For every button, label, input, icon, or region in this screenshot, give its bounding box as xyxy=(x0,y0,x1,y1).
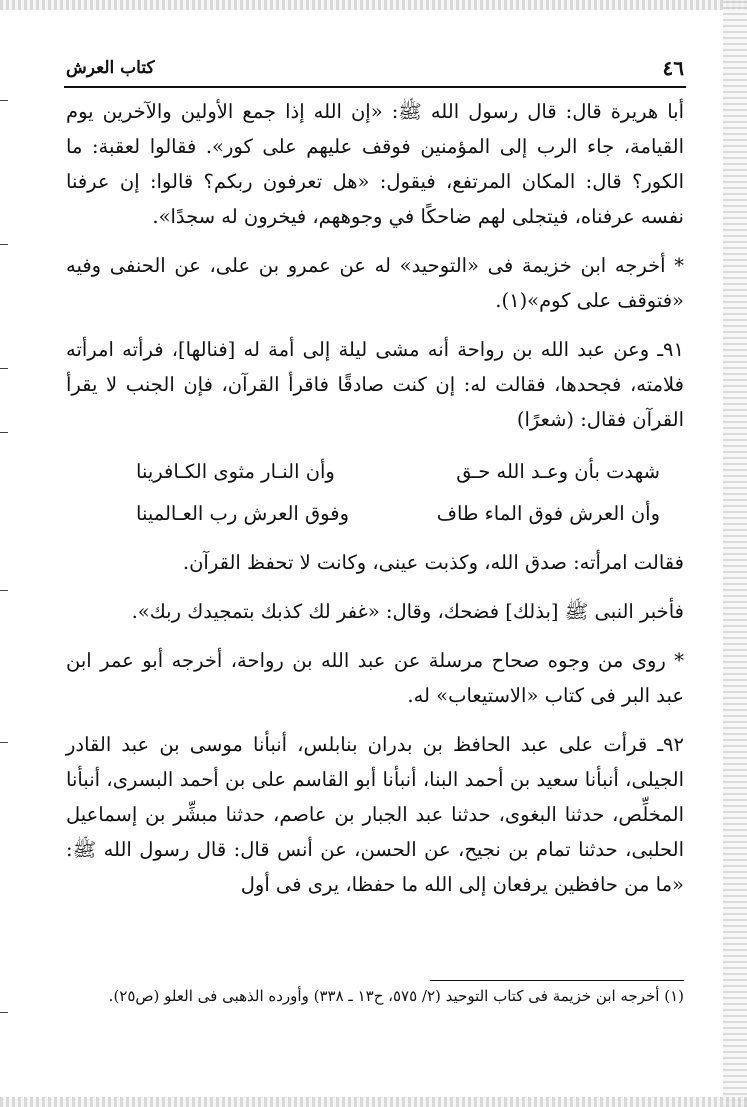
page-border-bottom xyxy=(0,1097,747,1107)
paragraph: أبا هريرة قال: قال رسول الله ﷺ: «إن الله إذا جمع الأولين والآخرين يوم القيامة، جاء الرب إلى المؤمنين فوقف عليهم على كور». فقالوا لعقبة: ما الكور؟ قال: المكان المرتفع، فيقول: «هل تعرفون ربكم؟ قالوا: إن عرفنا نفسه عرفناه، فيتجلى لهم ضاحكًا في وجوههم، فيخرون له سجدًا». xyxy=(66,100,684,228)
paragraph: * أخرجه ابن خزيمة فى «التوحيد» له عن عمرو بن على، عن الحنفى وفيه «فتوقف على كوم»(١). xyxy=(66,254,684,312)
running-title: كتاب العرش xyxy=(66,58,155,78)
margin-tick xyxy=(0,1012,8,1013)
footnotes xyxy=(66,982,684,1010)
main-text xyxy=(66,94,684,916)
paragraph: ٩١ـ وعن عبد الله بن رواحة أنه مشى ليلة إلى أمة له [فنالها]، فرأته امرأته فلامته، فجحدها، فقالت له: إن كنت صادقًا فاقرأ القرآن، فإن الجنب لا يقرأ القرآن فقال: (شعرًا) xyxy=(66,338,684,431)
poem-verse xyxy=(66,451,684,493)
margin-tick xyxy=(0,100,8,101)
margin-tick xyxy=(0,432,8,433)
margin-tick xyxy=(0,368,8,369)
page-border-right xyxy=(723,0,747,1107)
header-rule xyxy=(64,86,686,88)
footnote: (١) أخرجه ابن خزيمة فى كتاب التوحيد (٢/ ٥٧٥، ح١٣ ـ ٣٣٨) وأورده الذهبى فى العلو (ص٢٥). xyxy=(108,987,684,1005)
footnote-rule xyxy=(430,980,684,981)
margin-tick xyxy=(0,244,8,245)
verse-first-hemistich: شهدت بأن وعـد الله حـق xyxy=(456,460,660,483)
margin-tick xyxy=(0,742,8,743)
paragraph: ٩٢ـ قرأت على عبد الحافظ بن بدران بنابلس، أنبأنا موسى بن عبد القادر الجيلى، أنبأنا سعيد بن أحمد البنا، أنبأنا أبو القاسم على بن أحمد البسرى، أنبأنا المخلِّص، حدثنا البغوى، حدثنا عبد الجبار بن عاصم، حدثنا مبشِّر بن إسماعيل الحلبى، حدثنا تمام بن نجيح، عن الحسن، عن أنس قال: قال رسول الله ﷺ: «ما من حافظين يرفعان إلى الله ما حفظا، يرى فى أول xyxy=(66,733,684,896)
page-number: ٤٦ xyxy=(662,56,684,80)
page-border-top xyxy=(0,0,747,10)
page-header xyxy=(66,56,684,86)
paragraph: فأخبر النبى ﷺ [بذلك] فضحك، وقال: «غفر لك كذبك بتمجيدك ربك». xyxy=(131,600,684,623)
margin-tick xyxy=(0,590,8,591)
paragraph: * روى من وجوه صحاح مرسلة عن عبد الله بن رواحة، أخرجه أبو عمر ابن عبد البر فى كتاب «الاستيعاب» له. xyxy=(66,649,684,707)
poem-verse xyxy=(66,493,684,535)
verse-second-hemistich: وفوق العرش رب العـالمينا xyxy=(136,502,349,525)
verse-first-hemistich: وأن العرش فوق الماء طاف xyxy=(436,502,660,525)
verse-second-hemistich: وأن النـار مثوى الكـافرينا xyxy=(136,460,335,483)
paragraph: فقالت امرأته: صدق الله، وكذبت عينى، وكانت لا تحفظ القرآن. xyxy=(182,551,684,574)
poem xyxy=(66,451,684,535)
